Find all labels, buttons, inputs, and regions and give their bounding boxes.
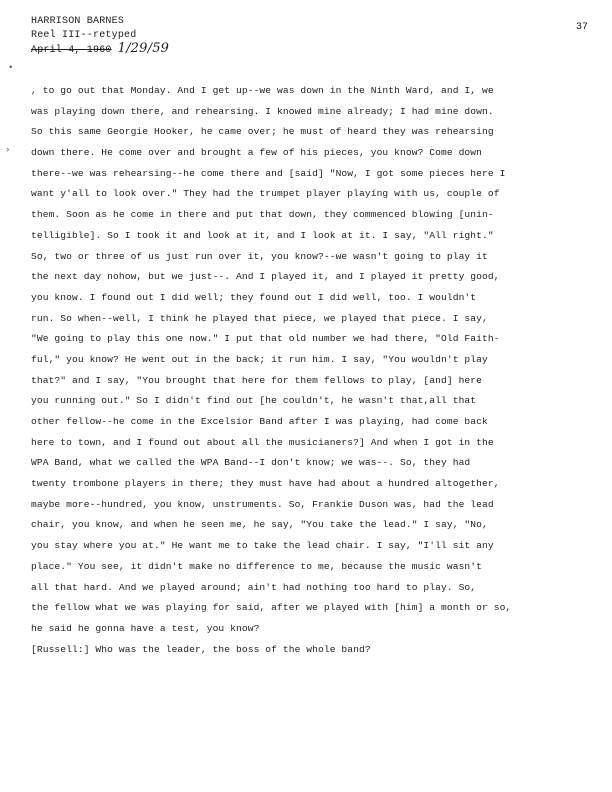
transcript-line: was playing down there, and rehearsing. I knowed mine already; I had mine down. [31,105,494,117]
transcript-line: run. So when--well, I think he played that piece, we played that piece. I say, [31,312,488,324]
transcript-line: place." You see, it didn't make no difference to me, because the music wasn't [31,560,483,572]
page-number: 37 [576,22,589,33]
transcript-line: chair, you know, and when he seen me, he say, "You take the lead." I say, "No, [31,519,488,531]
margin-mark: • [8,63,14,73]
transcript-line: other fellow--he come in the Excelsior Band after I was playing, had come back [31,416,488,427]
transcript-line: here to town, and I found out about all the musicianers?] And when I got in the [31,436,494,448]
transcript-line: you running out." So I didn't find out [he couldn't, he wasn't that,all that [31,395,477,407]
transcript-line: "We going to play this one now." I put that old number we had there, "Old Faith- [31,333,500,345]
transcript-line: that?" and I say, "You brought that here for them fellows to play, [and] here [31,374,483,386]
transcript-line: maybe more--hundred, you know, unstruments. So, Frankie Duson was, had the lead [31,498,494,510]
transcript-line: down there. He come over and brought a few of his pieces, you know? Come down [31,147,483,159]
transcript-line: you know. I found out I did well; they found out I did well, too. I wouldn't [31,291,477,303]
transcript-line: he said he gonna have a test, you know? [31,622,260,634]
date-struck: April 4, 1960 [31,45,112,56]
transcript-line: [Russell:] Who was the leader, the boss of the whole band? [31,643,371,655]
transcript-line: you stay where you at." He want me to take the lead chair. I say, "I'll sit any [31,540,494,552]
transcript-line: So this same Georgie Hooker, he came over; he must of heard they was rehearsing [31,126,494,138]
transcript-body [31,84,591,663]
transcript-line: all that hard. And we played around; ain't had nothing too hard to play. So, [31,581,477,593]
transcript-line: want y'all to look over." They had the trumpet player playing with us, couple of [31,188,500,200]
transcript-line: WPA Band, what we called the WPA Band--I don't know; we was--. So, they had [31,457,471,469]
margin-mark: › [5,145,11,155]
transcript-line: twenty trombone players in there; they must have had about a hundred altogether, [31,478,500,490]
transcript-line: the fellow what we was playing for said, after we played with [him] a month or so, [31,602,512,614]
transcript-line: ful," you know? He went out in the back; it run him. I say, "You wouldn't play [31,353,488,365]
header-reel: Reel III--retyped [31,30,137,41]
header-date [31,43,169,56]
transcript-line: them. Soon as he come in there and put that down, they commenced blowing [unin- [31,209,494,221]
transcript-line: So, two or three of us just run over it, you know?--we wasn't going to play it [31,250,488,262]
transcript-line: there--we was rehearsing--he come there and [said] "Now, I got some pieces here I [31,167,506,179]
date-handwritten: 1/29/59 [117,41,170,56]
transcript-line: telligible]. So I took it and look at it, and I look at it. I say, "All right." [31,229,494,241]
header-name: HARRISON BARNES [31,16,125,27]
transcript-line: , to go out that Monday. And I get up--we was down in the Ninth Ward, and I, we [31,85,494,96]
transcript-line: the next day nohow, but we just--. And I played it, and I played it pretty good, [31,271,500,283]
